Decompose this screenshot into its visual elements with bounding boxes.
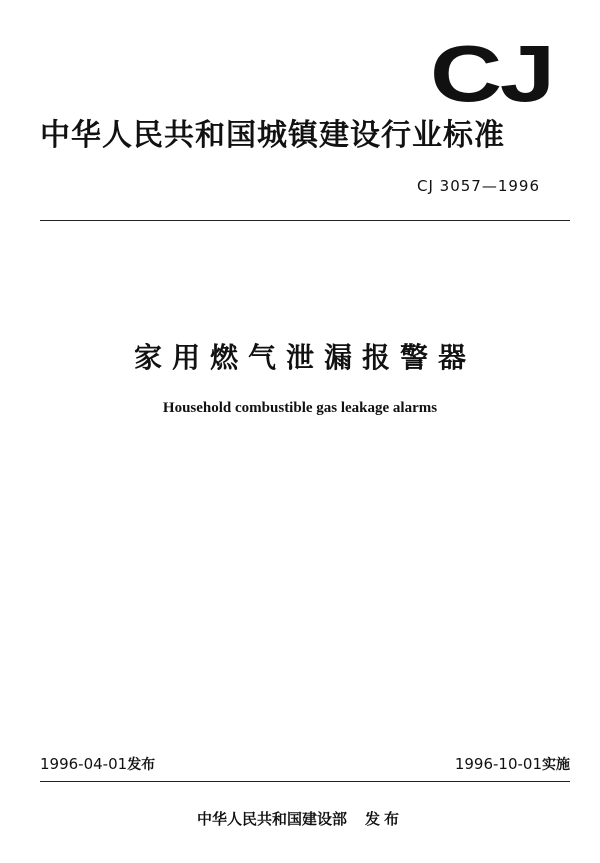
publisher-name: 中华人民共和国建设部 [196, 810, 347, 828]
issue-date-line [40, 754, 155, 775]
publisher-action: 发布 [365, 810, 404, 828]
document-title-english: Household combustible gas leakage alarms [162, 400, 438, 416]
bottom-divider [40, 781, 570, 782]
standard-code: CJ 3057—1996 [416, 177, 540, 195]
publisher-line [0, 808, 600, 830]
document-title-chinese: 家用燃气泄漏报警器 [133, 341, 476, 374]
cj-logo: CJ [430, 29, 553, 118]
effective-date-line [455, 754, 570, 775]
issue-date: 1996-04-01 [40, 755, 128, 773]
organization-title: 中华人民共和国城镇建设行业标准 [40, 118, 505, 153]
issue-label: 发布 [127, 757, 156, 773]
effective-date: 1996-10-01 [454, 755, 542, 773]
effective-label: 实施 [542, 757, 570, 773]
top-divider [40, 220, 570, 221]
